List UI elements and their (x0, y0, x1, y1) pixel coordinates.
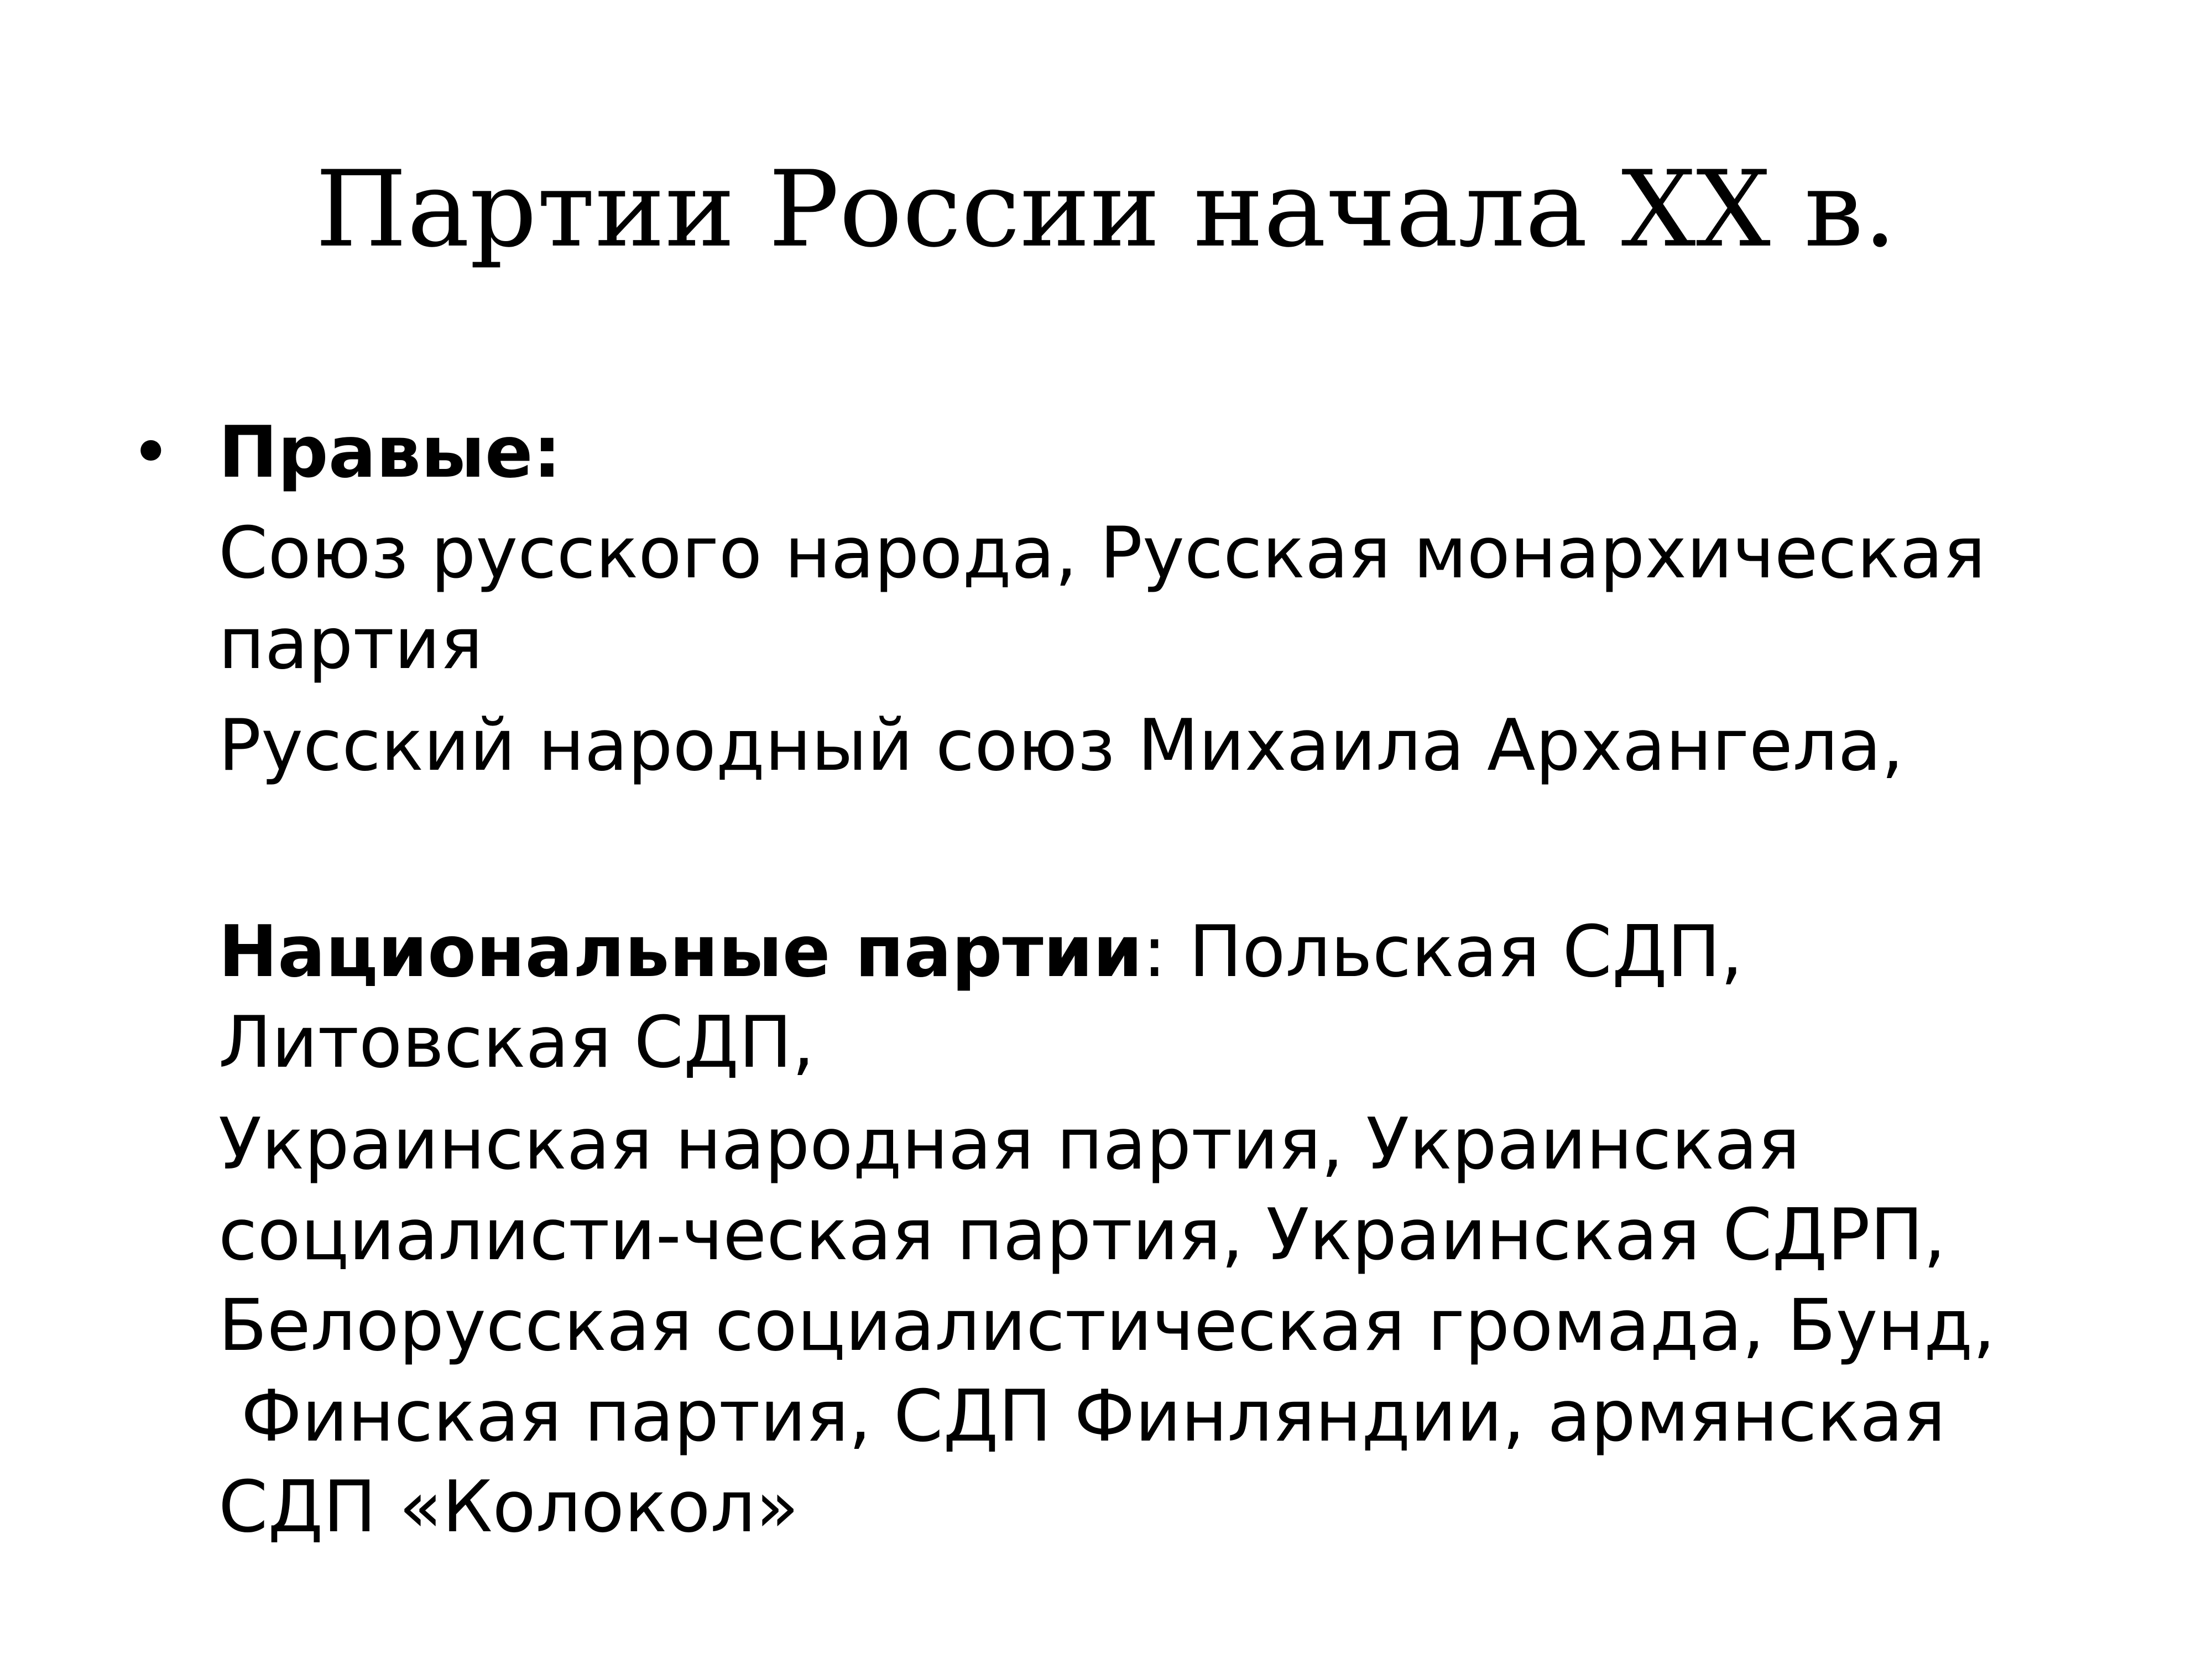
right-parties-line: Русский народный союз Михаила Архангела, (218, 705, 1904, 787)
national-parties-text: : Польская СДП, (1142, 911, 1743, 993)
national-parties-line (218, 907, 2154, 998)
national-parties-line: Украинская народная партия, Украинская (218, 1103, 1801, 1186)
bullet-marker: • (130, 411, 172, 494)
national-parties-line: социалисти-ческая партия, Украинская СДРП, (218, 1194, 1946, 1276)
national-parties-heading: Национальные партии (218, 911, 1143, 993)
right-parties-line: партия (218, 603, 483, 685)
national-parties-line: Белорусская социалистическая громада, Бунд, (218, 1285, 1996, 1367)
slide-title: Партии России начала XX в. (315, 148, 1897, 270)
national-parties-line: СДП «Колокол» (218, 1466, 799, 1548)
national-parties-line: Литовская СДП, (218, 1001, 815, 1084)
right-parties-heading: Правые: (218, 411, 561, 494)
right-parties-line: Союз русского народа, Русская монархическая (218, 512, 1986, 594)
national-parties-line: Финская партия, СДП Финляндии, армянская (218, 1375, 1946, 1458)
